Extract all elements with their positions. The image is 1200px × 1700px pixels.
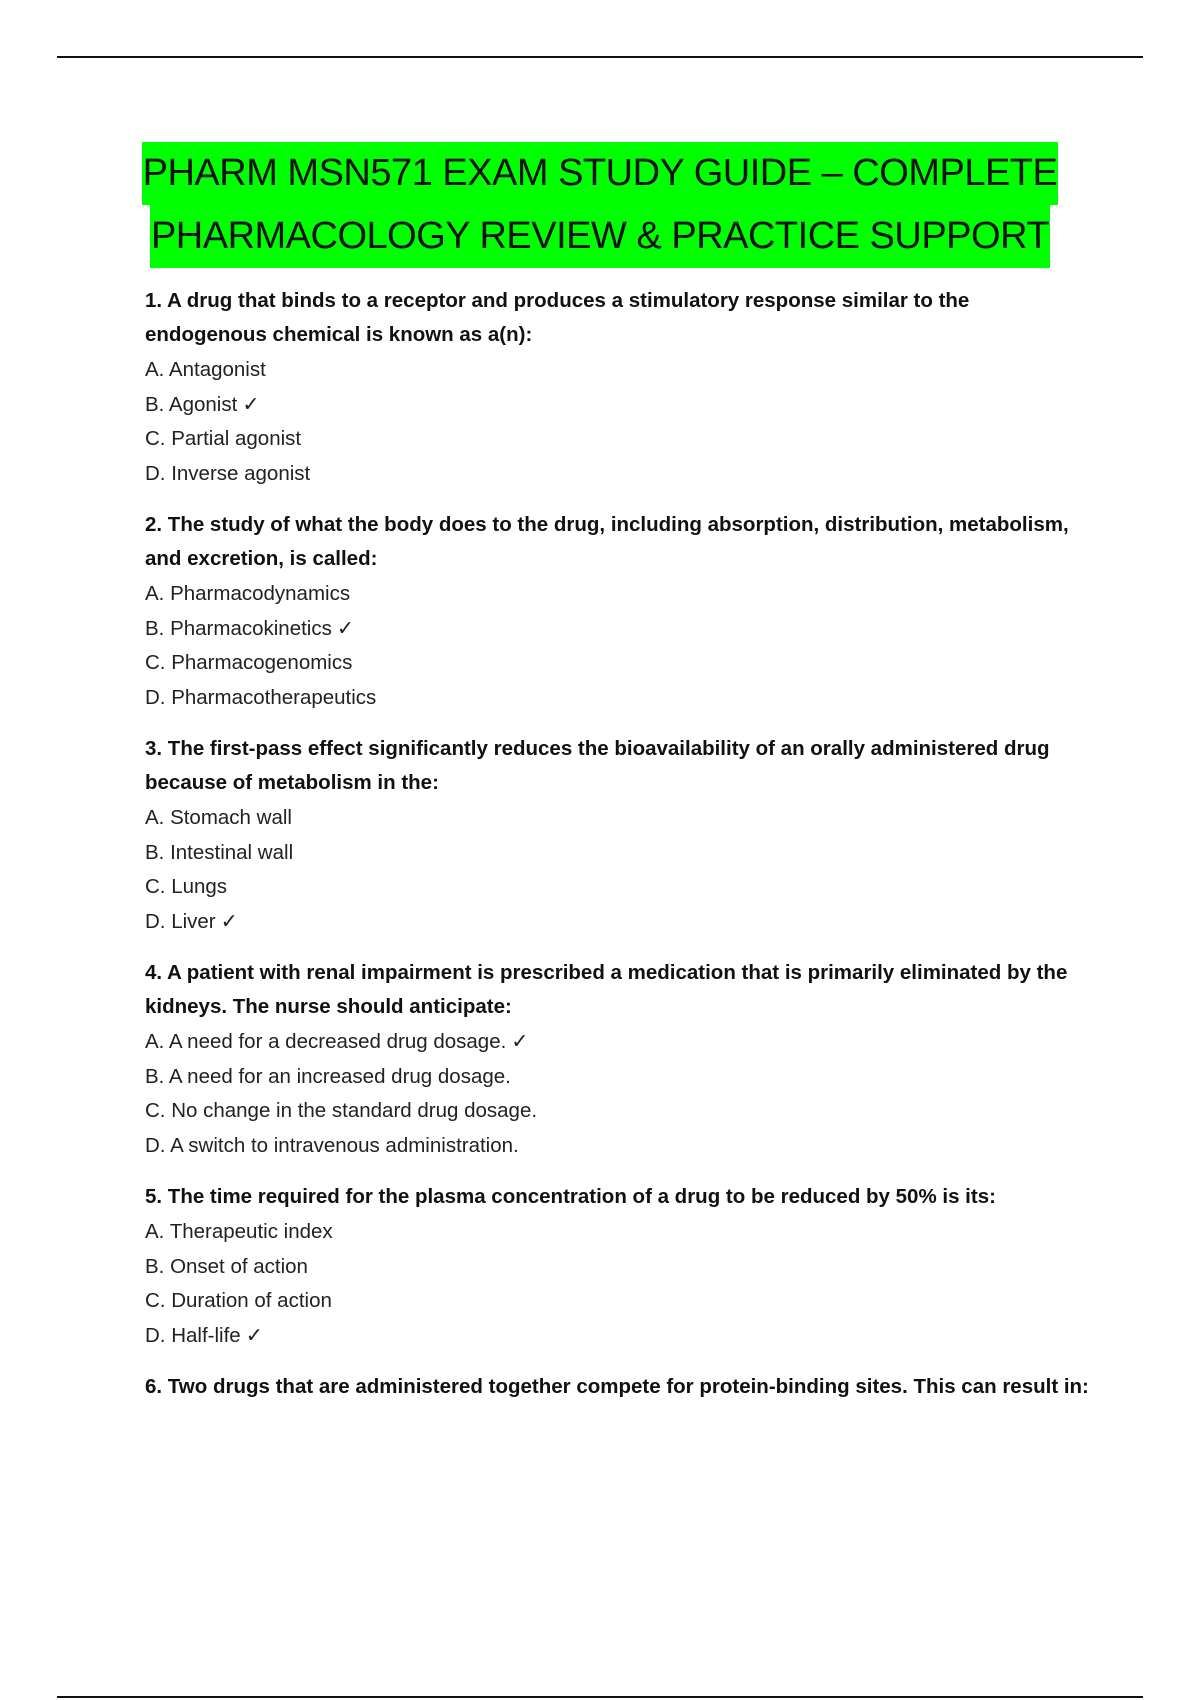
question-list xyxy=(145,284,1095,1421)
correct-check-icon: ✓ xyxy=(245,1323,263,1347)
question-block xyxy=(145,508,1095,715)
answer-option-label: C. Lungs xyxy=(145,875,228,898)
answer-option xyxy=(145,1250,1095,1285)
document-title xyxy=(0,142,1200,268)
answer-option xyxy=(145,612,1095,647)
answer-option xyxy=(145,422,1095,457)
answer-option-label: B. Agonist xyxy=(145,392,238,416)
answer-option-label: B. A need for an increased drug dosage. xyxy=(145,1064,511,1088)
title-line-2: PHARMACOLOGY REVIEW & PRACTICE SUPPORT xyxy=(150,205,1050,268)
question-text: 1. A drug that binds to a receptor and produces a stimulatory response similar to the endogenous chemical is known as a(n): xyxy=(145,289,970,346)
answer-option xyxy=(145,1319,1095,1354)
question-text: 2. The study of what the body does to the drug, including absorption, distribution, metabolism, and excretion, is called: xyxy=(145,513,1069,570)
answer-option xyxy=(145,646,1095,681)
answer-option xyxy=(145,1094,1095,1129)
correct-check-icon: ✓ xyxy=(336,616,355,640)
answer-option-label: A. Stomach wall xyxy=(145,806,292,829)
title-line-1: PHARM MSN571 EXAM STUDY GUIDE – COMPLETE xyxy=(142,142,1059,205)
question-text: 5. The time required for the plasma concentration of a drug to be reduced by 50% is its: xyxy=(145,1185,996,1208)
answer-option xyxy=(145,353,1095,388)
answer-option-label: A. Antagonist xyxy=(145,358,266,381)
answer-option xyxy=(145,1129,1095,1164)
question-text: 3. The first-pass effect significantly reduces the bioavailability of an orally administered drug because of metabolism in the: xyxy=(145,737,1050,794)
question-block xyxy=(145,732,1095,939)
answer-option-label: A. Pharmacodynamics xyxy=(145,582,351,605)
answer-option xyxy=(145,1060,1095,1095)
question-text: 6. Two drugs that are administered together compete for protein-binding sites. This can result in: xyxy=(145,1375,1089,1398)
answer-option-label: C. Pharmacogenomics xyxy=(145,651,353,674)
answer-option-label: D. Liver xyxy=(145,909,216,933)
answer-option xyxy=(145,457,1095,492)
answer-option-label: B. Onset of action xyxy=(145,1254,308,1278)
answer-option-label: D. A switch to intravenous administration. xyxy=(145,1133,519,1157)
question-block xyxy=(145,1180,1095,1353)
answer-option-label: B. Intestinal wall xyxy=(145,840,294,864)
bottom-divider xyxy=(57,1696,1143,1698)
question-block xyxy=(145,956,1095,1163)
answer-option xyxy=(145,870,1095,905)
answer-option-label: C. No change in the standard drug dosage. xyxy=(145,1099,538,1122)
answer-option xyxy=(145,905,1095,940)
answer-option-label: A. A need for a decreased drug dosage. xyxy=(145,1030,507,1053)
answer-option-label: D. Pharmacotherapeutics xyxy=(145,685,377,709)
answer-option-label: D. Half-life xyxy=(145,1323,241,1347)
answer-option xyxy=(145,388,1095,423)
answer-option xyxy=(145,681,1095,716)
answer-option xyxy=(145,1025,1095,1060)
answer-option-label: A. Therapeutic index xyxy=(145,1220,333,1243)
answer-option xyxy=(145,1284,1095,1319)
answer-option xyxy=(145,836,1095,871)
question-text: 4. A patient with renal impairment is prescribed a medication that is primarily eliminated by the kidneys. The nurse should anticipate: xyxy=(145,961,1068,1018)
correct-check-icon: ✓ xyxy=(242,392,260,416)
answer-option xyxy=(145,801,1095,836)
answer-option-label: C. Partial agonist xyxy=(145,427,302,450)
answer-option-label: D. Inverse agonist xyxy=(145,461,311,485)
question-block xyxy=(145,1370,1095,1404)
top-divider xyxy=(57,56,1143,58)
correct-check-icon: ✓ xyxy=(511,1030,529,1053)
answer-option-label: B. Pharmacokinetics xyxy=(145,616,332,640)
answer-option-label: C. Duration of action xyxy=(145,1289,332,1312)
answer-option xyxy=(145,577,1095,612)
answer-option xyxy=(145,1215,1095,1250)
question-block xyxy=(145,284,1095,491)
correct-check-icon: ✓ xyxy=(220,909,238,933)
